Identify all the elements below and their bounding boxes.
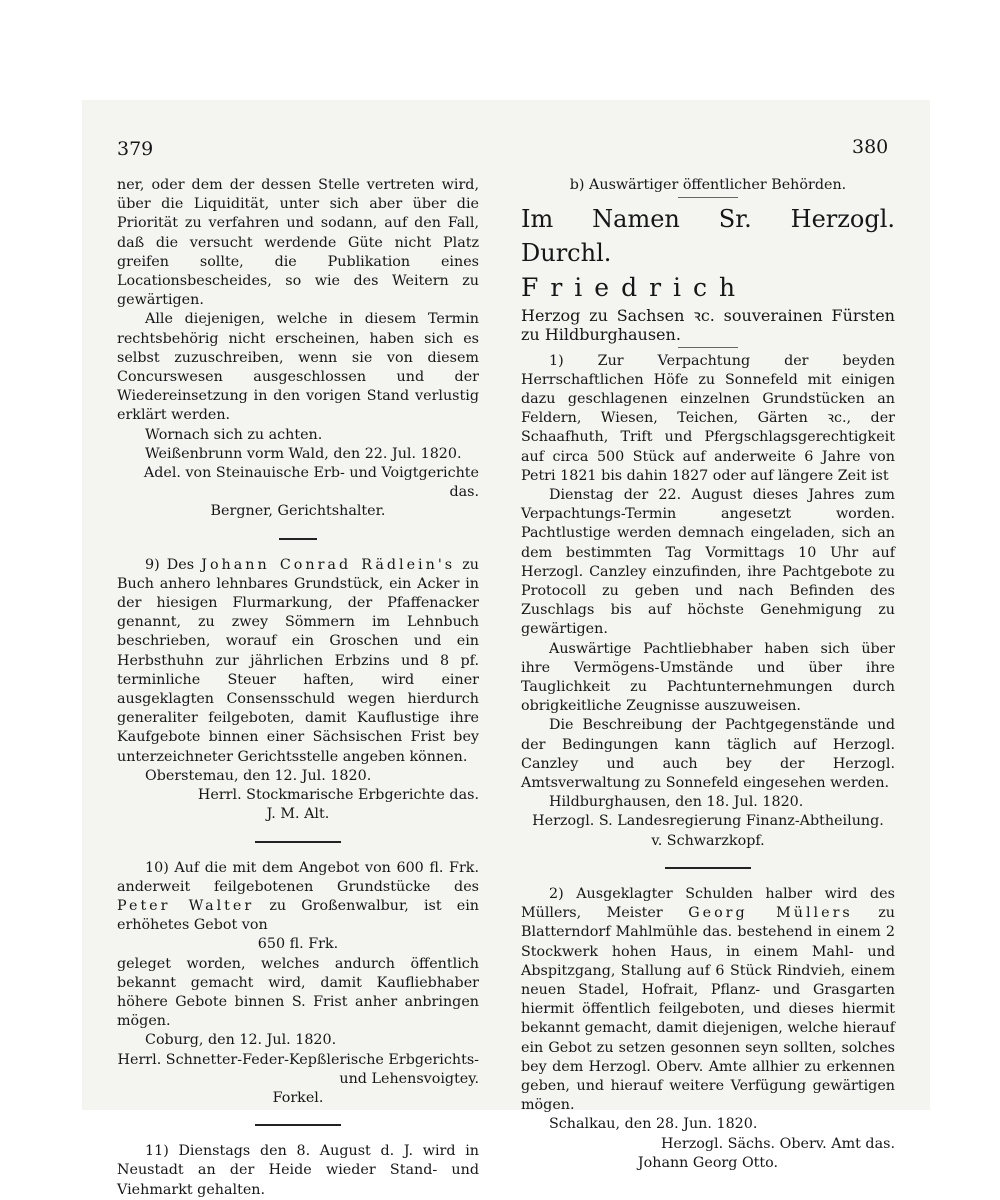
right-notice-2-date: Schalkau, den 28. Jun. 1820. (549, 1116, 758, 1133)
right-notice-1-signature: v. Schwarzkopf. (651, 832, 765, 849)
right-notice-1-foreign: Auswärtige Pachtliebhaber haben sich über ihre Vermögens-Umstände und über ihre Tauglichkeit zu Pachtunternehmungen durch obrigkeitliche Zeugnisse auszuweisen. (521, 640, 895, 715)
notice-10-text-2: zu Großenwalbur, ist ein erhöhetes Gebot von (117, 897, 479, 934)
notice-10-name: Peter Walter (117, 897, 255, 914)
left-notice-9 (117, 556, 479, 767)
heading-divider (678, 347, 738, 348)
notice-2-name: Georg Müllers (688, 905, 853, 922)
page-number-right: 380 (852, 136, 889, 158)
notice-2-prefix: 2) Ausgeklagter Schulden halber wird des Müllers, Meister (521, 885, 895, 922)
right-notice-1-authority: Herzogl. S. Landesregierung Finanz-Abtheilung. (532, 813, 884, 830)
page-number-left: 379 (117, 138, 154, 160)
right-notice-1-term: Dienstag der 22. August dieses Jahres zum Verpachtungs-Termin angesetzt worden. Pachtlustige werden demnach eingeladen, sich an dem bestimmten Tag Vormittags 10 Uhr auf Herzogl. Canzley einzufinden, ihre Pachtgebote zu Protocoll zu geben und nach Befinden des Zuschlags bis auf höchste Genehmigung zu gewärtigen. (521, 487, 895, 638)
notice-9-court: Herrl. Stockmarische Erbgerichte das. (197, 787, 479, 804)
notice-9-text: zu Buch anhero lehnbares Grundstück, ein Acker in der hiesigen Flurmarkung, der Pfaffenacker genannt, zu zwey Sömmern im Lehnbuch beschrieben, worauf ein Groschen und ein Herbsthuhn zur jährlichen Erbzins und 8 pf. terminliche Steuer haften, wird einer ausgeklagten Consensschuld wegen hierdurch generaliter feilgeboten, damit Kauflustige ihre Kaufgebote binnen einer Sächsischen Frist bey unterzeichneter Gerichtsstelle angeben können. (117, 556, 479, 765)
title-divider (678, 197, 738, 198)
notice-10-amount: 650 fl. Frk. (257, 936, 339, 953)
left-column (117, 176, 479, 1200)
notice-9-name: Johann Conrad Rädlein's (201, 556, 456, 573)
left-notice-11: 11) Dienstags den 8. August d. J. wird in Neustadt an der Heide wieder Stand- und Viehmarkt gehalten. (117, 1143, 479, 1198)
left-signature-court: Adel. von Steinauische Erb- und Voigtgerichte das. (143, 465, 479, 501)
right-column (521, 176, 895, 1173)
separator-rule (665, 867, 751, 869)
left-signature-name: Bergner, Gerichtshalter. (210, 503, 386, 520)
heading-line-1: Im Namen Sr. Herzogl. Durchl. (521, 205, 895, 268)
section-title: b) Auswärtiger öffentlicher Behörden. (569, 177, 847, 193)
separator-rule (255, 841, 341, 843)
separator-rule (279, 538, 317, 540)
separator-rule (255, 1124, 341, 1126)
right-notice-2-authority: Herzogl. Sächs. Oberv. Amt das. (660, 1135, 895, 1152)
left-paragraph-3: Wornach sich zu achten. (145, 426, 323, 443)
heading-line-2: Friedrich (521, 273, 748, 303)
notice-9-date: Oberstemau, den 12. Jul. 1820. (145, 767, 372, 784)
left-notice-10 (117, 859, 479, 936)
heading-line-3: Herzog zu Sachsen ꝛc. souverainen Fürsten zu Hildburghausen. (521, 306, 895, 345)
left-paragraph-2: Alle diejenigen, welche in diesem Termin rechtsbehörig nicht erscheinen, haben sich es selbst zuzuschreiben, wenn sie von diesem Concurswesen ausgeschlossen und der Wiedereinsetzung in den vorigen Stand verlustig erklärt werden. (117, 311, 479, 424)
left-date-line: Weißenbrunn vorm Wald, den 22. Jul. 1820. (145, 445, 462, 462)
notice-10-signature: Forkel. (272, 1089, 324, 1106)
right-notice-1-description: Die Beschreibung der Pachtgegenstände und der Bedingungen kann täglich auf Herzogl. Canzley und auch bey der Herzogl. Amtsverwaltung zu Sonnefeld eingesehen werden. (521, 717, 895, 792)
notice-10-text-1: 10) Auf die mit dem Angebot von 600 fl. Frk. anderweit feilgebotenen Grundstücke des (117, 859, 479, 895)
notice-10-court: Herrl. Schnetter-Feder-Kepßlerische Erbgerichts- und Lehensvoigtey. (117, 1051, 479, 1087)
left-paragraph-1: ner, oder dem der dessen Stelle vertreten wird, über die Liquidität, unter sich aber über die Priorität zu verfahren und sodann, auf den Fall, daß die versucht werdende Güte nicht Platz greifen sollte, die Publikation eines Locationsbescheides, so wie des Weitern zu gewärtigen. (117, 177, 479, 309)
notice-9-signature: J. M. Alt. (266, 806, 330, 823)
notice-2-text: zu Blatterndorf Mahlmühle das. bestehend in einem 2 Stockwerk hohen Haus, in einem Mahl- und Abspitzgang, Stallung auf 6 Stück Rindvieh, einem neuen Stadel, Hofrait, Pflanz- und Grasgarten hiermit öffentlich feilgeboten, und dieses hiermit bekannt gemacht, damit diejenigen, welche hierauf ein Gebot zu setzen gesonnen seyn sollten, solches bey dem Herzogl. Oberv. Amte allhier zu erkennen geben, und hierauf weitere Verfügung gewärtigen mögen. (521, 905, 895, 1114)
right-notice-1-date: Hildburghausen, den 18. Jul. 1820. (549, 794, 804, 811)
right-notice-1: 1) Zur Verpachtung der beyden Herrschaftlichen Höfe zu Sonnefeld mit einigen dazu geschlagenen einzelnen Grundstücken an Feldern, Wiesen, Teichen, Gärten ꝛc., der Schaafhuth, Trift und Pfergschlagsgerechtigkeit auf circa 500 Stück auf anderweite 6 Jahre von Petri 1821 bis dahin 1827 oder auf längere Zeit ist (521, 352, 895, 484)
right-notice-2 (521, 885, 895, 1115)
notice-9-prefix: 9) Des (145, 556, 195, 573)
notice-10-body: geleget worden, welches andurch öffentlich bekannt gemacht wird, damit Kaufliebhaber höhere Gebote binnen S. Frist anher anbringen mögen. (117, 955, 479, 1030)
right-notice-2-signature: Johann Georg Otto. (637, 1154, 779, 1171)
notice-10-date: Coburg, den 12. Jul. 1820. (145, 1032, 337, 1049)
